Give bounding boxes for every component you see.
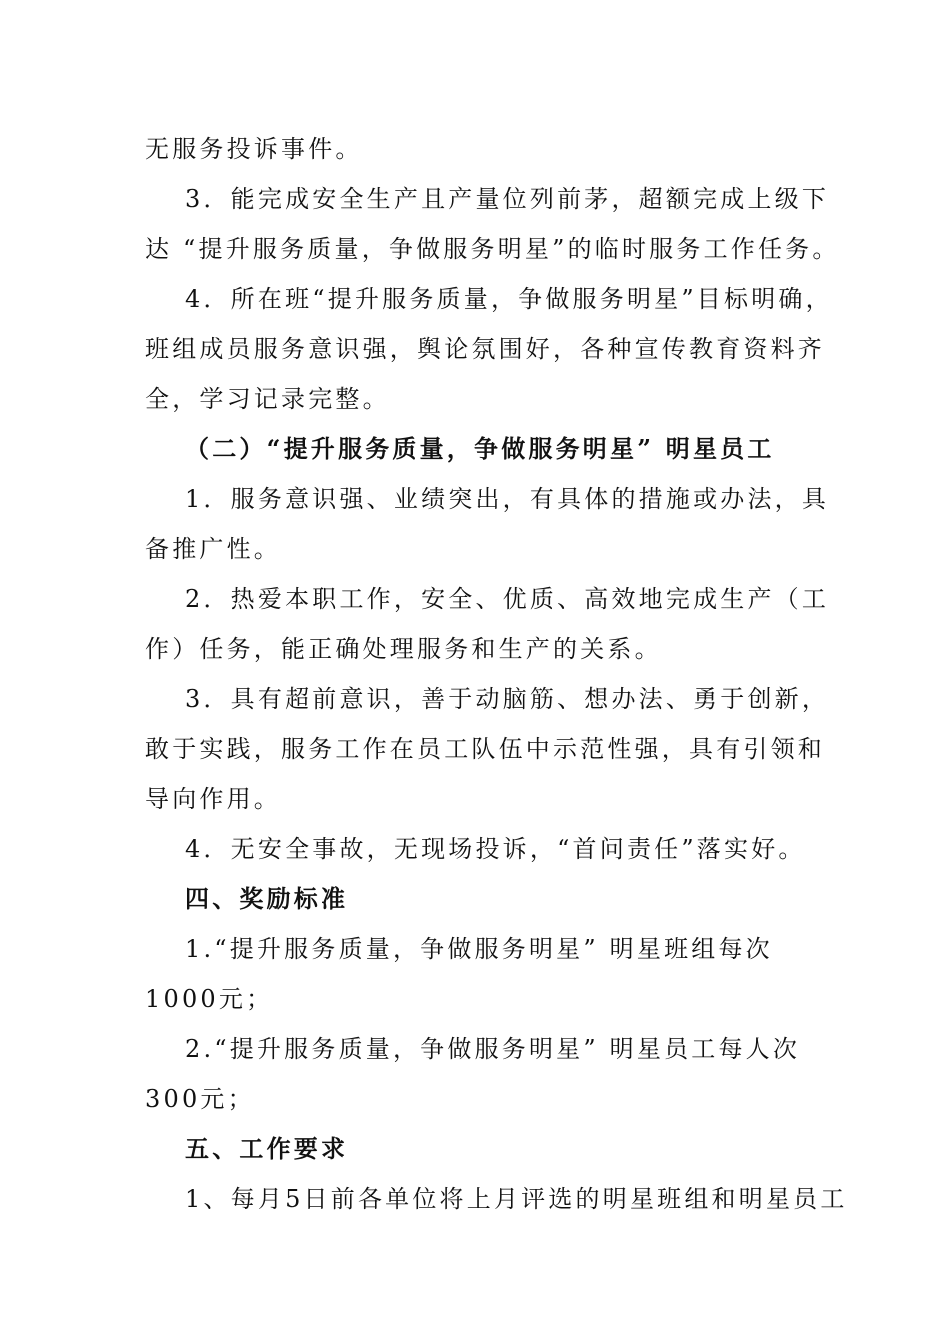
section-heading: 四、奖励标准 (185, 884, 349, 913)
body-line: 1000元； (145, 985, 274, 1013)
body-line: 班组成员服务意识强，舆论氛围好，各种宣传教育资料齐 (145, 335, 825, 363)
body-line: 敢于实践，服务工作在员工队伍中示范性强，具有引领和 (145, 735, 825, 763)
body-line: 2．热爱本职工作，安全、优质、高效地完成生产（工 (185, 585, 830, 613)
body-line: 1、每月5日前各单位将上月评选的明星班组和明星员工 (185, 1185, 848, 1213)
body-line: 导向作用。 (145, 785, 281, 813)
body-line: 1.“提升服务质量，争做服务明星” 明星班组每次 (185, 935, 773, 963)
section-heading: （二）“提升服务质量，争做服务明星” 明星员工 (185, 434, 775, 463)
body-line: 备推广性。 (145, 535, 281, 563)
body-line: 4．所在班“提升服务质量，争做服务明星”目标明确， (185, 285, 833, 313)
body-line: 作）任务，能正确处理服务和生产的关系。 (145, 635, 662, 663)
body-line: 达 “提升服务质量，争做服务明星”的临时服务工作任务。 (145, 235, 840, 263)
body-line: 4．无安全事故，无现场投诉，“首问责任”落实好。 (185, 835, 806, 863)
section-heading: 五、工作要求 (185, 1134, 349, 1163)
body-line: 3．能完成安全生产且产量位列前茅，超额完成上级下 (185, 185, 830, 213)
body-line: 300元； (145, 1085, 255, 1113)
body-line: 全，学习记录完整。 (145, 385, 390, 413)
body-line: 2.“提升服务质量，争做服务明星” 明星员工每人次 (185, 1035, 801, 1063)
body-line: 1．服务意识强、业绩突出，有具体的措施或办法，具 (185, 485, 830, 513)
body-line: 无服务投诉事件。 (145, 135, 363, 163)
body-line: 3．具有超前意识，善于动脑筋、想办法、勇于创新， (185, 685, 830, 713)
